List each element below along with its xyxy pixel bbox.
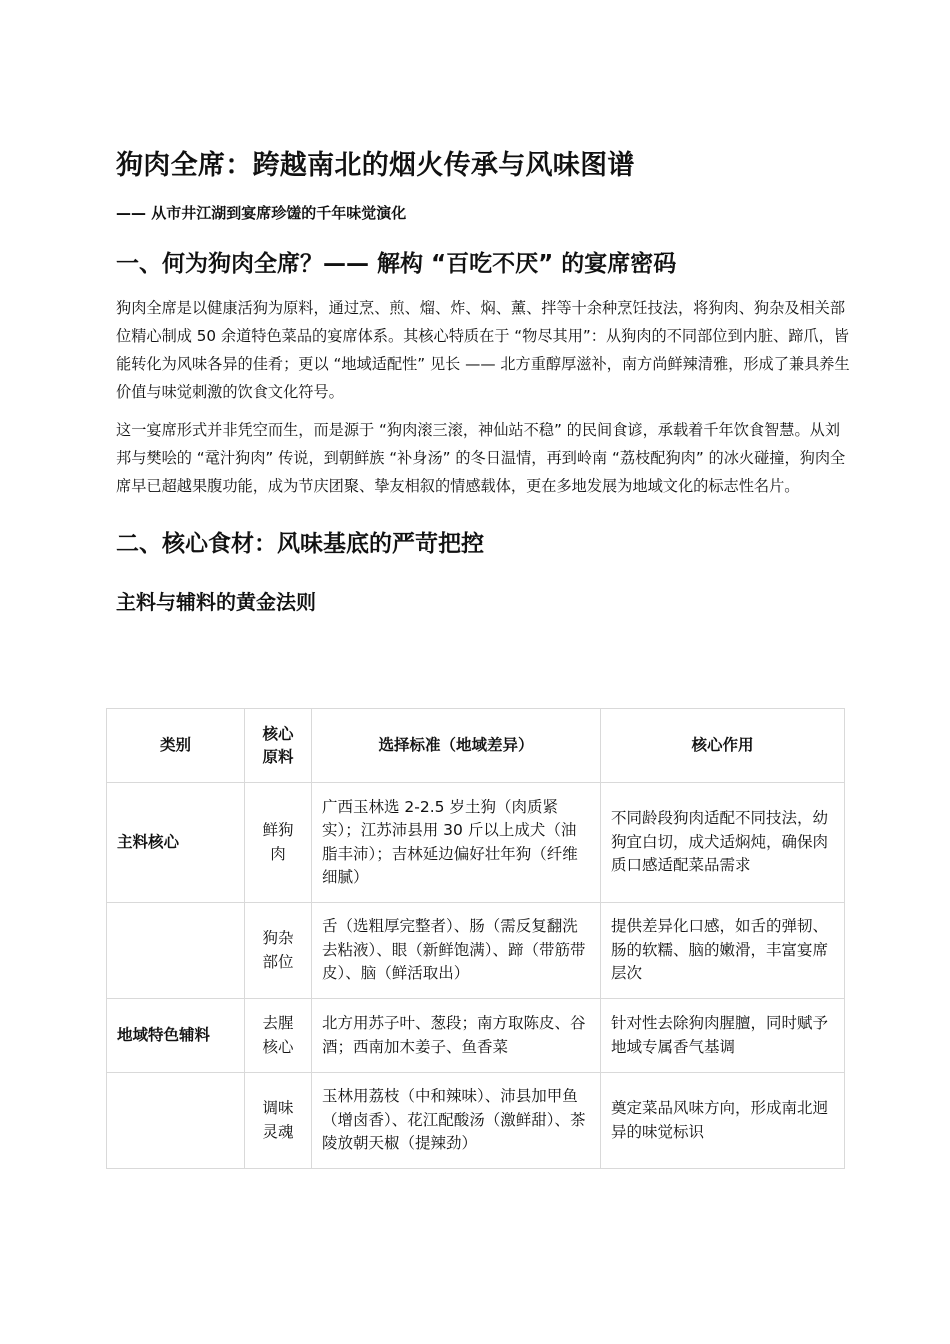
row-standard: 广西玉林选 2-2.5 岁土狗（肉质紧实）；江苏沛县用 30 斤以上成犬（油脂丰沛）；吉林延边偏好壮年狗（纤维细腻） bbox=[312, 783, 601, 903]
table-row bbox=[107, 999, 845, 1073]
table-header-row bbox=[107, 709, 845, 783]
header-category: 类别 bbox=[107, 709, 245, 783]
row-item: 调味灵魂 bbox=[245, 1073, 312, 1169]
table-row bbox=[107, 1073, 845, 1169]
header-selection-standard: 选择标准（地域差异） bbox=[312, 709, 601, 783]
row-standard: 玉林用荔枝（中和辣味）、沛县加甲鱼（增卤香）、花江配酸汤（激鲜甜）、茶陵放朝天椒（提辣劲） bbox=[312, 1073, 601, 1169]
section-1-heading: 一、何为狗肉全席？—— 解构 “百吃不厌” 的宴席密码 bbox=[116, 251, 677, 277]
section-2-heading: 二、核心食材：风味基底的严苛把控 bbox=[116, 531, 484, 557]
row-item: 狗杂部位 bbox=[245, 903, 312, 999]
row-role: 提供差异化口感，如舌的弹韧、肠的软糯、脑的嫩滑，丰富宴席层次 bbox=[601, 903, 845, 999]
row-item: 鲜狗肉 bbox=[245, 783, 312, 903]
row-role: 奠定菜品风味方向，形成南北迥异的味觉标识 bbox=[601, 1073, 845, 1169]
row-standard: 舌（选粗厚完整者）、肠（需反复翻洗去粘液）、眼（新鲜饱满）、蹄（带筋带皮）、脑（鲜活取出） bbox=[312, 903, 601, 999]
row-category bbox=[107, 903, 245, 999]
row-role: 不同龄段狗肉适配不同技法，幼狗宜白切，成犬适焖炖，确保肉质口感适配菜品需求 bbox=[601, 783, 845, 903]
section-2-subheading: 主料与辅料的黄金法则 bbox=[116, 590, 316, 614]
header-core-ingredient: 核心原料 bbox=[245, 709, 312, 783]
row-item: 去腥核心 bbox=[245, 999, 312, 1073]
document-body bbox=[116, 148, 850, 616]
header-core-role: 核心作用 bbox=[601, 709, 845, 783]
row-category: 地域特色辅料 bbox=[107, 999, 245, 1073]
table-row bbox=[107, 903, 845, 999]
section-1-paragraph-1: 狗肉全席是以健康活狗为原料，通过烹、煎、熘、炸、焖、薰、拌等十余种烹饪技法，将狗肉、狗杂及相关部位精心制成 50 余道特色菜品的宴席体系。其核心特质在于 “物尽其用”：从狗肉的不同部位到内脏、蹄爪，皆能转化为风味各异的佳肴；更以 “地域适配性” 见长 —— 北方重醇厚滋补，南方尚鲜辣清雅，形成了兼具养生价值与味觉刺激的饮食文化符号。 bbox=[116, 299, 850, 401]
document-subtitle: —— 从市井江湖到宴席珍馐的千年味觉演化 bbox=[116, 204, 407, 222]
ingredients-table bbox=[106, 708, 845, 1169]
section-1-paragraph-2: 这一宴席形式并非凭空而生，而是源于 “狗肉滚三滚，神仙站不稳” 的民间食谚，承载着千年饮食智慧。从刘邦与樊哙的 “鼋汁狗肉” 传说，到朝鲜族 “补身汤” 的冬日温情，再到岭南 “荔枝配狗肉” 的冰火碰撞，狗肉全席早已超越果腹功能，成为节庆团聚、挚友相叙的情感载体，更在多地发展为地域文化的标志性名片。 bbox=[116, 421, 846, 495]
row-standard: 北方用苏子叶、葱段；南方取陈皮、谷酒；西南加木姜子、鱼香菜 bbox=[312, 999, 601, 1073]
ingredients-table-wrapper bbox=[106, 708, 844, 1169]
row-category bbox=[107, 1073, 245, 1169]
row-role: 针对性去除狗肉腥膻，同时赋予地域专属香气基调 bbox=[601, 999, 845, 1073]
document-title: 狗肉全席：跨越南北的烟火传承与风味图谱 bbox=[116, 150, 635, 181]
table-row bbox=[107, 783, 845, 903]
row-category: 主料核心 bbox=[107, 783, 245, 903]
